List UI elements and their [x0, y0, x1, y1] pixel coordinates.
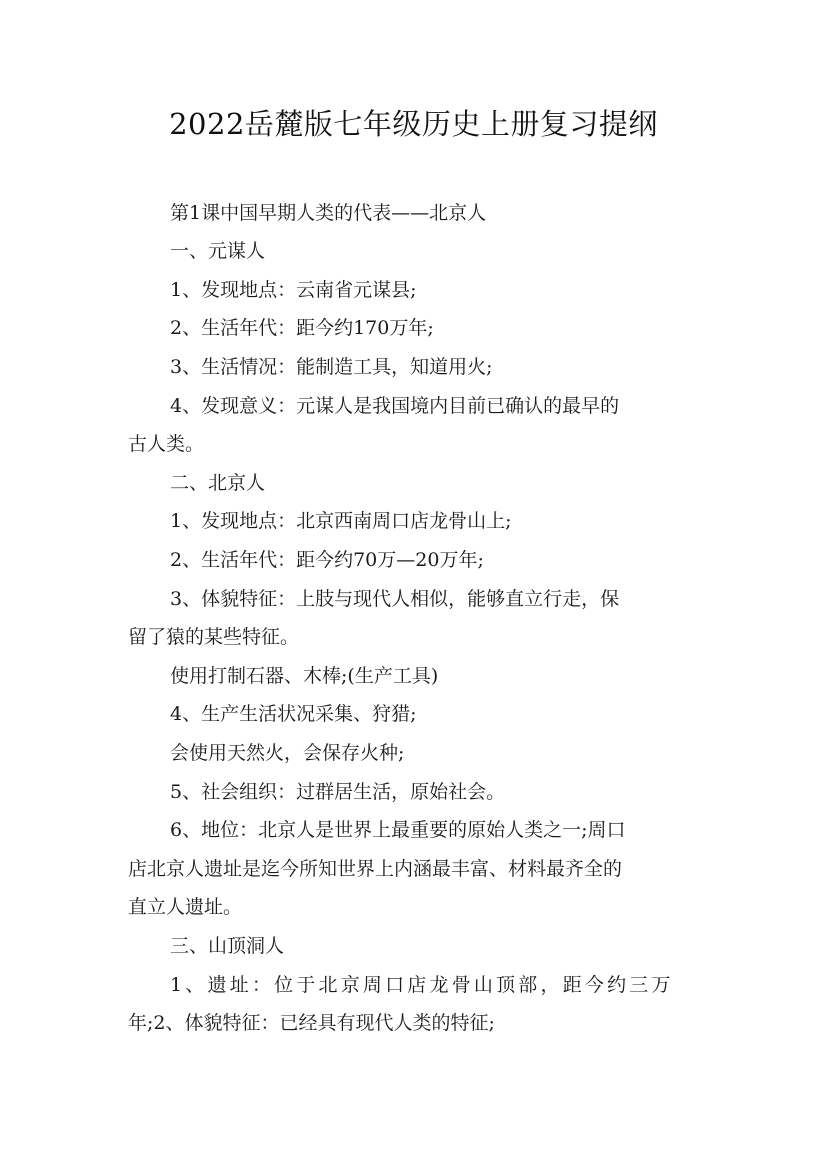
paragraph-line: 4、发现意义：元谋人是我国境内目前已确认的最早的	[170, 395, 620, 417]
lesson-heading: 第1课中国早期人类的代表——北京人	[170, 202, 487, 224]
document-title: 2022岳麓版七年级历史上册复习提纲	[169, 107, 658, 141]
paragraph-line: 2、生活年代：距今约70万—20万年;	[170, 549, 484, 571]
section-heading: 一、元谋人	[170, 240, 266, 262]
section-heading: 三、山顶洞人	[170, 935, 285, 957]
paragraph-line: 4、生产生活状况采集、狩猎;	[170, 703, 417, 725]
paragraph-line: 1、遗址：位于北京周口店龙骨山顶部，距今约三万	[170, 974, 674, 996]
paragraph-line: 2、生活年代：距今约170万年;	[170, 317, 434, 339]
paragraph-line: 1、发现地点：云南省元谋县;	[170, 279, 417, 301]
paragraph-line: 3、生活情况：能制造工具，知道用火;	[170, 356, 493, 378]
paragraph-line: 使用打制石器、木棒;(生产工具)	[170, 665, 439, 687]
paragraph-line: 1、发现地点：北京西南周口店龙骨山上;	[170, 510, 512, 532]
paragraph-line: 直立人遗址。	[128, 896, 243, 918]
section-heading: 二、北京人	[170, 472, 266, 494]
paragraph-line: 古人类。	[128, 433, 205, 455]
paragraph-line: 会使用天然火，会保存火种;	[170, 742, 405, 764]
paragraph-line: 3、体貌特征：上肢与现代人相似，能够直立行走，保	[170, 588, 620, 610]
paragraph-line: 留了猿的某些特征。	[128, 626, 300, 648]
paragraph-line: 5、社会组织：过群居生活，原始社会。	[170, 781, 506, 803]
paragraph-line: 年;2、体貌特征：已经具有现代人类的特征;	[128, 1012, 495, 1034]
paragraph-line: 6、地位：北京人是世界上最重要的原始人类之一;周口	[170, 819, 626, 841]
paragraph-line: 店北京人遗址是迄今所知世界上内涵最丰富、材料最齐全的	[128, 858, 623, 880]
